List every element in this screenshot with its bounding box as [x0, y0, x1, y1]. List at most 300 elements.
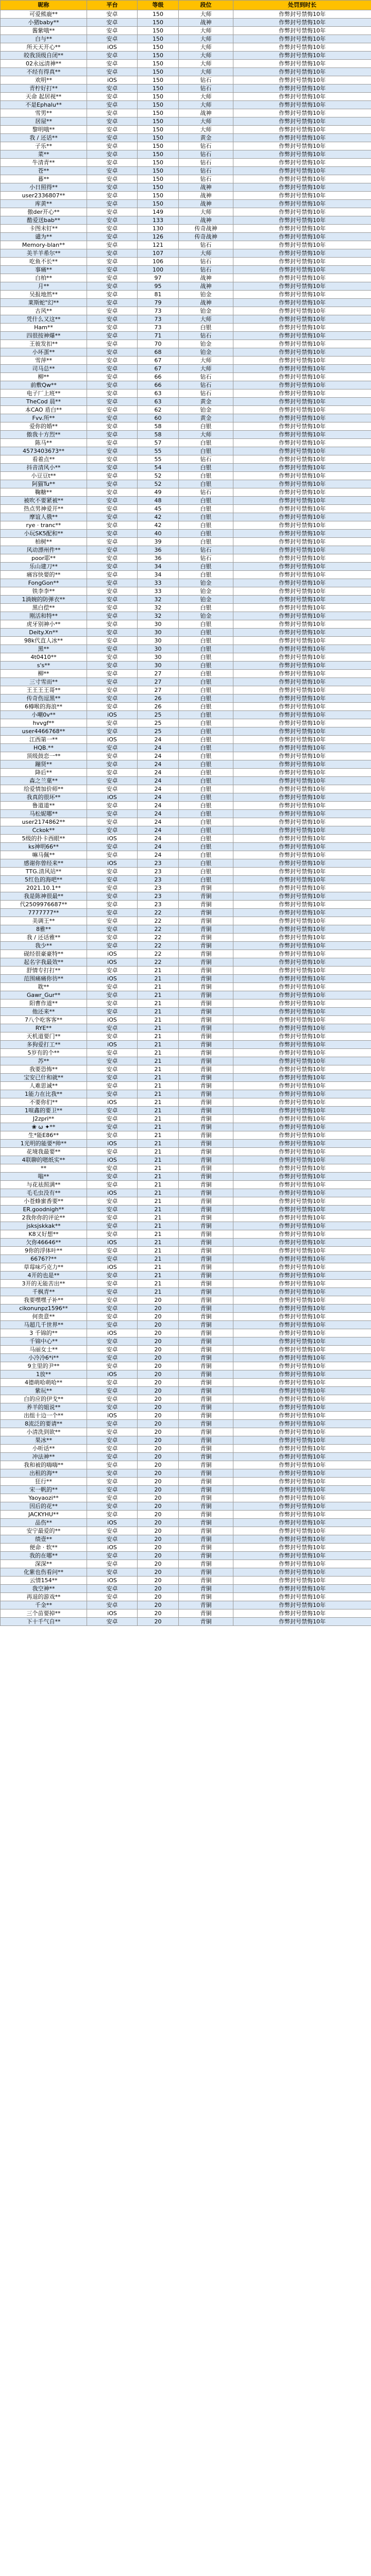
cell-penalty: 作弊封号禁悔10年 — [233, 958, 371, 967]
cell-penalty: 作弊封号禁悔10年 — [233, 1247, 371, 1255]
cell-platform: 安卓 — [87, 1428, 138, 1436]
cell-platform: 安卓 — [87, 373, 138, 381]
table-row — [1, 1544, 371, 1552]
table-row — [1, 711, 371, 719]
table-row — [1, 678, 371, 686]
table-row — [1, 629, 371, 637]
cell-nickname: 三个苗要掉** — [1, 1609, 87, 1618]
table-row — [1, 538, 371, 546]
cell-nickname: 白与** — [1, 35, 87, 43]
cell-penalty: 作弊封号禁悔10年 — [233, 1222, 371, 1230]
cell-level: 21 — [138, 1041, 179, 1049]
cell-nickname: 宋一帆的** — [1, 1486, 87, 1494]
cell-platform: 安卓 — [87, 183, 138, 192]
table-row — [1, 447, 371, 455]
cell-platform: 安卓 — [87, 760, 138, 769]
cell-level: 150 — [138, 101, 179, 109]
cell-level: 24 — [138, 851, 179, 859]
cell-platform: iOS — [87, 1263, 138, 1272]
table-row — [1, 134, 371, 142]
cell-platform: iOS — [87, 1412, 138, 1420]
cell-nickname: 柏树** — [1, 538, 87, 546]
cell-penalty: 作弊封号禁悔10年 — [233, 117, 371, 126]
table-row — [1, 686, 371, 694]
cell-penalty: 作弊封号禁悔10年 — [233, 1552, 371, 1560]
cell-platform: iOS — [87, 950, 138, 958]
cell-platform: 安卓 — [87, 464, 138, 472]
cell-rank: 青铜 — [179, 1065, 233, 1074]
cell-rank: 白银 — [179, 571, 233, 579]
cell-nickname: 98k代直人冰** — [1, 637, 87, 645]
cell-level: 54 — [138, 464, 179, 472]
cell-platform: 安卓 — [87, 1478, 138, 1486]
cell-penalty: 作弊封号禁悔10年 — [233, 1478, 371, 1486]
cell-rank: 钻石 — [179, 258, 233, 266]
table-row — [1, 1593, 371, 1601]
cell-platform: iOS — [87, 1041, 138, 1049]
cell-rank: 青铜 — [179, 1148, 233, 1156]
cell-level: 45 — [138, 505, 179, 513]
cell-platform: iOS — [87, 43, 138, 52]
cell-penalty: 作弊封号禁悔10年 — [233, 1206, 371, 1214]
cell-nickname: 阳曹作道** — [1, 999, 87, 1008]
table-row — [1, 422, 371, 431]
cell-level: 30 — [138, 653, 179, 662]
cell-nickname: 多狗爱打工** — [1, 1041, 87, 1049]
table-row — [1, 192, 371, 200]
cell-level: 55 — [138, 447, 179, 455]
cell-level: 32 — [138, 604, 179, 612]
cell-penalty: 作弊封号禁悔10年 — [233, 901, 371, 909]
cell-platform: 安卓 — [87, 1346, 138, 1354]
cell-penalty: 作弊封号禁悔10年 — [233, 909, 371, 917]
cell-level: 63 — [138, 389, 179, 398]
cell-rank: 青铜 — [179, 1502, 233, 1511]
table-row — [1, 835, 371, 843]
cell-platform: 安卓 — [87, 488, 138, 497]
cell-nickname: 凭什么又这** — [1, 315, 87, 324]
cell-rank: 大师 — [179, 10, 233, 19]
cell-penalty: 作弊封号禁悔10年 — [233, 233, 371, 241]
cell-rank: 青铜 — [179, 1181, 233, 1189]
cell-nickname: 化紫也伤看问** — [1, 1568, 87, 1577]
cell-level: 20 — [138, 1618, 179, 1626]
cell-rank: 青铜 — [179, 1107, 233, 1115]
cell-nickname: 抖音清风小** — [1, 464, 87, 472]
cell-nickname: 虎牙别神小** — [1, 620, 87, 629]
cell-nickname: Cckok** — [1, 826, 87, 835]
cell-level: 150 — [138, 134, 179, 142]
cell-nickname: 卡图未钉** — [1, 225, 87, 233]
cell-platform: 安卓 — [87, 1535, 138, 1544]
cell-level: 20 — [138, 1527, 179, 1535]
table-row — [1, 175, 371, 183]
table-row — [1, 1461, 371, 1469]
cell-rank: 青铜 — [179, 1156, 233, 1164]
cell-penalty: 作弊封号禁悔10年 — [233, 1057, 371, 1065]
table-row — [1, 917, 371, 925]
cell-rank: 青铜 — [179, 1593, 233, 1601]
cell-penalty: 作弊封号禁悔10年 — [233, 431, 371, 439]
cell-rank: 白银 — [179, 645, 233, 653]
cell-platform: iOS — [87, 1329, 138, 1337]
cell-nickname: 云情154** — [1, 1577, 87, 1585]
cell-level: 20 — [138, 1428, 179, 1436]
table-row — [1, 876, 371, 884]
cell-level: 100 — [138, 266, 179, 274]
table-row — [1, 1131, 371, 1140]
table-row — [1, 868, 371, 876]
cell-rank: 白银 — [179, 777, 233, 785]
cell-nickname: 我要恐怖** — [1, 1065, 87, 1074]
table-row — [1, 1189, 371, 1197]
cell-platform: iOS — [87, 859, 138, 868]
cell-rank: 青铜 — [179, 1206, 233, 1214]
table-row — [1, 999, 371, 1008]
cell-nickname: 千枫青** — [1, 1288, 87, 1296]
cell-rank: 青铜 — [179, 1577, 233, 1585]
cell-level: 70 — [138, 340, 179, 348]
cell-penalty: 作弊封号禁悔10年 — [233, 1304, 371, 1313]
table-row — [1, 1255, 371, 1263]
cell-nickname: 紫玩** — [1, 1387, 87, 1395]
cell-platform: iOS — [87, 1370, 138, 1379]
cell-rank: 黄金 — [179, 414, 233, 422]
cell-rank: 战神 — [179, 109, 233, 117]
cell-nickname: 痛容快要的** — [1, 571, 87, 579]
ban-list-body — [1, 10, 371, 1626]
table-row — [1, 521, 371, 530]
cell-rank: 黄金 — [179, 134, 233, 142]
cell-penalty: 作弊封号禁悔10年 — [233, 686, 371, 694]
cell-level: 22 — [138, 925, 179, 934]
cell-level: 20 — [138, 1445, 179, 1453]
cell-rank: 白银 — [179, 793, 233, 802]
cell-rank: 青铜 — [179, 1412, 233, 1420]
cell-level: 49 — [138, 488, 179, 497]
table-row — [1, 1436, 371, 1445]
cell-penalty: 作弊封号禁悔10年 — [233, 1494, 371, 1502]
cell-level: 20 — [138, 1379, 179, 1387]
table-row — [1, 645, 371, 653]
cell-platform: 安卓 — [87, 818, 138, 826]
cell-rank: 战神 — [179, 192, 233, 200]
cell-platform: 安卓 — [87, 117, 138, 126]
cell-level: 21 — [138, 1263, 179, 1272]
cell-penalty: 作弊封号禁悔10年 — [233, 1420, 371, 1428]
cell-nickname: 被吹不要紧被** — [1, 497, 87, 505]
cell-platform: 安卓 — [87, 1164, 138, 1173]
cell-platform: 安卓 — [87, 1552, 138, 1560]
table-row — [1, 1115, 371, 1123]
cell-platform: 安卓 — [87, 307, 138, 315]
cell-rank: 钻石 — [179, 76, 233, 84]
cell-penalty: 作弊封号禁悔10年 — [233, 1008, 371, 1016]
cell-rank: 白银 — [179, 826, 233, 835]
cell-penalty: 作弊封号禁悔10年 — [233, 1362, 371, 1370]
cell-rank: 白银 — [179, 711, 233, 719]
table-row — [1, 884, 371, 892]
cell-rank: 青铜 — [179, 1601, 233, 1609]
cell-platform: 安卓 — [87, 876, 138, 884]
cell-platform: 安卓 — [87, 1304, 138, 1313]
cell-nickname: 小玩SK5配和** — [1, 530, 87, 538]
table-row — [1, 818, 371, 826]
table-row — [1, 546, 371, 554]
cell-platform: 安卓 — [87, 1445, 138, 1453]
cell-nickname: 欠你46646** — [1, 1239, 87, 1247]
cell-level: 21 — [138, 1247, 179, 1255]
cell-platform: 安卓 — [87, 604, 138, 612]
cell-penalty: 作弊封号禁悔10年 — [233, 851, 371, 859]
cell-platform: 安卓 — [87, 1032, 138, 1041]
cell-platform: 安卓 — [87, 1296, 138, 1304]
cell-penalty: 作弊封号禁悔10年 — [233, 1024, 371, 1032]
cell-penalty: 作弊封号禁悔10年 — [233, 291, 371, 299]
cell-platform: 安卓 — [87, 167, 138, 175]
cell-nickname: 安宁最爱的** — [1, 1527, 87, 1535]
cell-platform: iOS — [87, 1544, 138, 1552]
cell-level: 21 — [138, 1115, 179, 1123]
cell-level: 23 — [138, 859, 179, 868]
table-row — [1, 1395, 371, 1403]
table-row — [1, 1370, 371, 1379]
cell-penalty: 作弊封号禁悔10年 — [233, 629, 371, 637]
cell-level: 42 — [138, 521, 179, 530]
table-row — [1, 10, 371, 19]
cell-rank: 青铜 — [179, 958, 233, 967]
cell-level: 20 — [138, 1552, 179, 1560]
cell-penalty: 作弊封号禁悔10年 — [233, 10, 371, 19]
cell-platform: 安卓 — [87, 1148, 138, 1156]
cell-nickname: 4t0410** — [1, 653, 87, 662]
cell-penalty: 作弊封号禁悔10年 — [233, 818, 371, 826]
cell-platform: 安卓 — [87, 216, 138, 225]
cell-rank: 青铜 — [179, 1313, 233, 1321]
cell-rank: 白银 — [179, 637, 233, 645]
cell-rank: 白银 — [179, 769, 233, 777]
cell-platform: 安卓 — [87, 84, 138, 93]
cell-level: 23 — [138, 901, 179, 909]
table-row — [1, 480, 371, 488]
cell-level: 21 — [138, 1189, 179, 1197]
table-row — [1, 958, 371, 967]
cell-level: 21 — [138, 1024, 179, 1032]
table-row — [1, 769, 371, 777]
cell-nickname: ** — [1, 1164, 87, 1173]
cell-platform: iOS — [87, 1519, 138, 1527]
table-row — [1, 991, 371, 999]
cell-rank: 青铜 — [179, 1461, 233, 1469]
cell-rank: 青铜 — [179, 1618, 233, 1626]
cell-nickname: 小猪baby** — [1, 19, 87, 27]
cell-rank: 青铜 — [179, 1469, 233, 1478]
cell-nickname: 小嘲0v** — [1, 711, 87, 719]
cell-nickname: 1放** — [1, 1370, 87, 1379]
table-row — [1, 793, 371, 802]
cell-level: 24 — [138, 777, 179, 785]
cell-level: 20 — [138, 1403, 179, 1412]
table-row — [1, 68, 371, 76]
header-penalty: 处罚到时长 — [233, 1, 371, 10]
cell-penalty: 作弊封号禁悔10年 — [233, 752, 371, 760]
cell-platform: 安卓 — [87, 645, 138, 653]
header-level: 等级 — [138, 1, 179, 10]
cell-penalty: 作弊封号禁悔10年 — [233, 1164, 371, 1173]
cell-platform: iOS — [87, 711, 138, 719]
table-row — [1, 1618, 371, 1626]
cell-level: 133 — [138, 216, 179, 225]
cell-rank: 白银 — [179, 818, 233, 826]
cell-penalty: 作弊封号禁悔10年 — [233, 1131, 371, 1140]
cell-platform: iOS — [87, 793, 138, 802]
table-row — [1, 150, 371, 159]
cell-rank: 青铜 — [179, 917, 233, 925]
cell-penalty: 作弊封号禁悔10年 — [233, 513, 371, 521]
cell-nickname: TTG.清风站** — [1, 868, 87, 876]
cell-rank: 青铜 — [179, 1395, 233, 1403]
cell-level: 20 — [138, 1494, 179, 1502]
table-row — [1, 1585, 371, 1593]
cell-level: 58 — [138, 422, 179, 431]
cell-rank: 白银 — [179, 686, 233, 694]
table-row — [1, 109, 371, 117]
cell-penalty: 作弊封号禁悔10年 — [233, 554, 371, 563]
table-row — [1, 1123, 371, 1131]
cell-rank: 青铜 — [179, 999, 233, 1008]
cell-nickname: 生*能E86** — [1, 1131, 87, 1140]
cell-penalty: 作弊封号禁悔10年 — [233, 389, 371, 398]
cell-nickname: 雪萍** — [1, 357, 87, 365]
cell-penalty: 作弊封号禁悔10年 — [233, 596, 371, 604]
table-row — [1, 282, 371, 291]
cell-nickname: 美羊羊希尔** — [1, 249, 87, 258]
table-row — [1, 241, 371, 249]
cell-nickname: 马超几千世界** — [1, 1321, 87, 1329]
cell-penalty: 作弊封号禁悔10年 — [233, 398, 371, 406]
table-row — [1, 777, 371, 785]
cell-rank: 青铜 — [179, 1280, 233, 1288]
cell-rank: 白银 — [179, 629, 233, 637]
cell-nickname: user2336807** — [1, 192, 87, 200]
cell-nickname: cikonunpz1596** — [1, 1304, 87, 1313]
cell-platform: 安卓 — [87, 52, 138, 60]
table-row — [1, 826, 371, 835]
cell-platform: 安卓 — [87, 175, 138, 183]
cell-platform: 安卓 — [87, 1214, 138, 1222]
cell-nickname: 4联聊的嗯纸实** — [1, 1156, 87, 1164]
cell-rank: 钻石 — [179, 554, 233, 563]
cell-rank: 大师 — [179, 126, 233, 134]
cell-nickname: 菜** — [1, 150, 87, 159]
cell-nickname: Memory-blan** — [1, 241, 87, 249]
cell-level: 25 — [138, 719, 179, 727]
cell-platform: 安卓 — [87, 901, 138, 909]
cell-nickname: 1光明的能要*帅** — [1, 1140, 87, 1148]
cell-nickname: 司马总** — [1, 365, 87, 373]
cell-penalty: 作弊封号禁悔10年 — [233, 52, 371, 60]
cell-level: 21 — [138, 991, 179, 999]
cell-platform: 安卓 — [87, 1272, 138, 1280]
table-row — [1, 291, 371, 299]
cell-level: 21 — [138, 975, 179, 983]
cell-level: 23 — [138, 876, 179, 884]
cell-nickname: TheCod 晨** — [1, 398, 87, 406]
table-row — [1, 183, 371, 192]
table-row — [1, 142, 371, 150]
cell-platform: 安卓 — [87, 19, 138, 27]
cell-rank: 战神 — [179, 183, 233, 192]
table-row — [1, 126, 371, 134]
cell-platform: iOS — [87, 1239, 138, 1247]
cell-level: 20 — [138, 1412, 179, 1420]
cell-platform: 安卓 — [87, 579, 138, 587]
cell-level: 24 — [138, 810, 179, 818]
cell-penalty: 作弊封号禁悔10年 — [233, 785, 371, 793]
cell-rank: 青铜 — [179, 1140, 233, 1148]
table-row — [1, 266, 371, 274]
cell-nickname: 四很按神爆** — [1, 332, 87, 340]
table-row — [1, 439, 371, 447]
cell-rank: 青铜 — [179, 1560, 233, 1568]
cell-penalty: 作弊封号禁悔10年 — [233, 109, 371, 117]
cell-level: 21 — [138, 1148, 179, 1156]
cell-nickname: 宝安已什和就** — [1, 1074, 87, 1082]
table-row — [1, 389, 371, 398]
cell-level: 150 — [138, 175, 179, 183]
table-row — [1, 752, 371, 760]
table-row — [1, 1181, 371, 1189]
cell-nickname: 蹦贤** — [1, 760, 87, 769]
cell-platform: 安卓 — [87, 324, 138, 332]
cell-platform: 安卓 — [87, 389, 138, 398]
cell-nickname: 5岁有的个** — [1, 1049, 87, 1057]
cell-nickname: 我 / 还话雅** — [1, 934, 87, 942]
cell-nickname: 养羊的姐说** — [1, 1403, 87, 1412]
table-row — [1, 1552, 371, 1560]
cell-nickname: 出租的海** — [1, 1469, 87, 1478]
cell-rank: 白银 — [179, 447, 233, 455]
cell-penalty: 作弊封号禁悔10年 — [233, 183, 371, 192]
cell-platform: 安卓 — [87, 521, 138, 530]
table-row — [1, 1527, 371, 1535]
cell-penalty: 作弊封号禁悔10年 — [233, 299, 371, 307]
cell-rank: 青铜 — [179, 1337, 233, 1346]
cell-penalty: 作弊封号禁悔10年 — [233, 1230, 371, 1239]
table-row — [1, 101, 371, 109]
cell-rank: 白银 — [179, 719, 233, 727]
cell-level: 24 — [138, 785, 179, 793]
cell-nickname: Deity.Xn** — [1, 629, 87, 637]
cell-nickname: 小豆豆t** — [1, 472, 87, 480]
table-row — [1, 892, 371, 901]
cell-nickname: 不要你们** — [1, 1098, 87, 1107]
cell-level: 30 — [138, 637, 179, 645]
cell-level: 20 — [138, 1346, 179, 1354]
cell-penalty: 作弊封号禁悔10年 — [233, 637, 371, 645]
cell-level: 150 — [138, 52, 179, 60]
cell-platform: 安卓 — [87, 909, 138, 917]
cell-penalty: 作弊封号禁悔10年 — [233, 1560, 371, 1568]
table-row — [1, 216, 371, 225]
cell-level: 21 — [138, 1049, 179, 1057]
table-row — [1, 1148, 371, 1156]
cell-platform: 安卓 — [87, 208, 138, 216]
cell-nickname: 吴报地然** — [1, 291, 87, 299]
cell-platform: 安卓 — [87, 340, 138, 348]
cell-penalty: 作弊封号禁悔10年 — [233, 406, 371, 414]
table-row — [1, 1420, 371, 1428]
